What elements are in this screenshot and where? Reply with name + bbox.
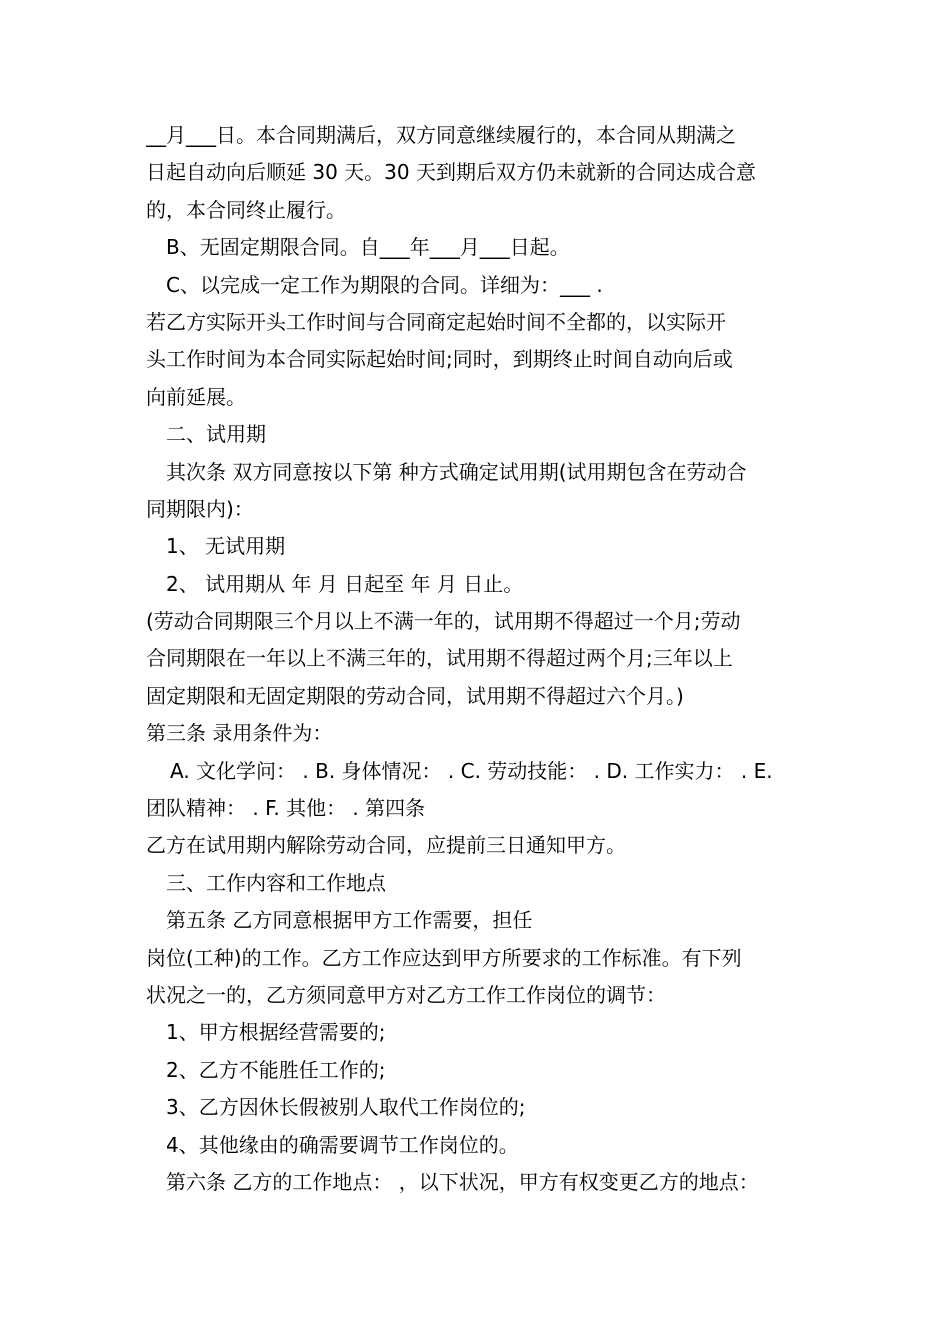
section-heading: 三、工作内容和工作地点: [166, 870, 386, 895]
list-item: 4、其他缘由的确需要调节工作岗位的。: [166, 1132, 519, 1157]
list-item: 2、乙方不能胜任工作的;: [166, 1057, 386, 1082]
text-line: 状况之一的，乙方须同意甲方对乙方工作工作岗位的调节：: [146, 982, 666, 1007]
text-line: 的，本合同终止履行。: [146, 197, 346, 222]
list-item: 3、乙方因休长假被别人取代工作岗位的;: [166, 1095, 526, 1120]
text-line: 同期限内)：: [146, 496, 254, 521]
text-line: A. 文化学问： . B. 身体情况： . C. 劳动技能： . D. 工作实力： . E.: [170, 758, 773, 783]
text-line: 岗位(工种)的工作。乙方工作应达到甲方所要求的工作标准。有下列: [146, 945, 742, 970]
document-body: [146, 117, 814, 1201]
text-line: (劳动合同期限三个月以上不满一年的，试用期不得超过一个月;劳动: [146, 609, 741, 634]
section-heading: 二、试用期: [166, 422, 266, 447]
text-line: 第三条 录用条件为：: [146, 721, 333, 746]
text-line: B、无固定期限合同。自___年___月___日起。: [166, 235, 570, 260]
text-line: 第五条 乙方同意根据甲方工作需要，担任: [166, 908, 533, 933]
text-line: 乙方在试用期内解除劳动合同，应提前三日通知甲方。: [146, 833, 626, 858]
list-item: 1、甲方根据经营需要的;: [166, 1020, 386, 1045]
text-line: 日起自动向后顺延 30 天。30 天到期后双方仍未就新的合同达成合意: [146, 160, 756, 185]
text-line: 头工作时间为本合同实际起始时间;同时，到期终止时间自动向后或: [146, 347, 733, 372]
text-line: C、以完成一定工作为期限的合同。详细为：___ .: [166, 272, 603, 297]
text-line: 团队精神： . F. 其他： . 第四条: [146, 796, 426, 821]
list-item: 1、 无试用期: [166, 534, 286, 559]
text-line: 若乙方实际开头工作时间与合同商定起始时间不全都的，以实际开: [146, 309, 726, 334]
list-item: 2、 试用期从 年 月 日起至 年 月 日止。: [166, 571, 524, 596]
text-line: 固定期限和无固定期限的劳动合同，试用期不得超过六个月。): [146, 683, 684, 708]
text-line: 其次条 双方同意按以下第 种方式确定试用期(试用期包含在劳动合: [166, 459, 747, 484]
text-line: 第六条 乙方的工作地点： ，以下状况，甲方有权变更乙方的地点：: [166, 1169, 759, 1194]
text-line: 合同期限在一年以上不满三年的，试用期不得超过两个月;三年以上: [146, 646, 733, 671]
text-line: __月___日。本合同期满后，双方同意继续履行的，本合同从期满之: [146, 123, 736, 147]
text-line: 向前延展。: [146, 384, 246, 409]
